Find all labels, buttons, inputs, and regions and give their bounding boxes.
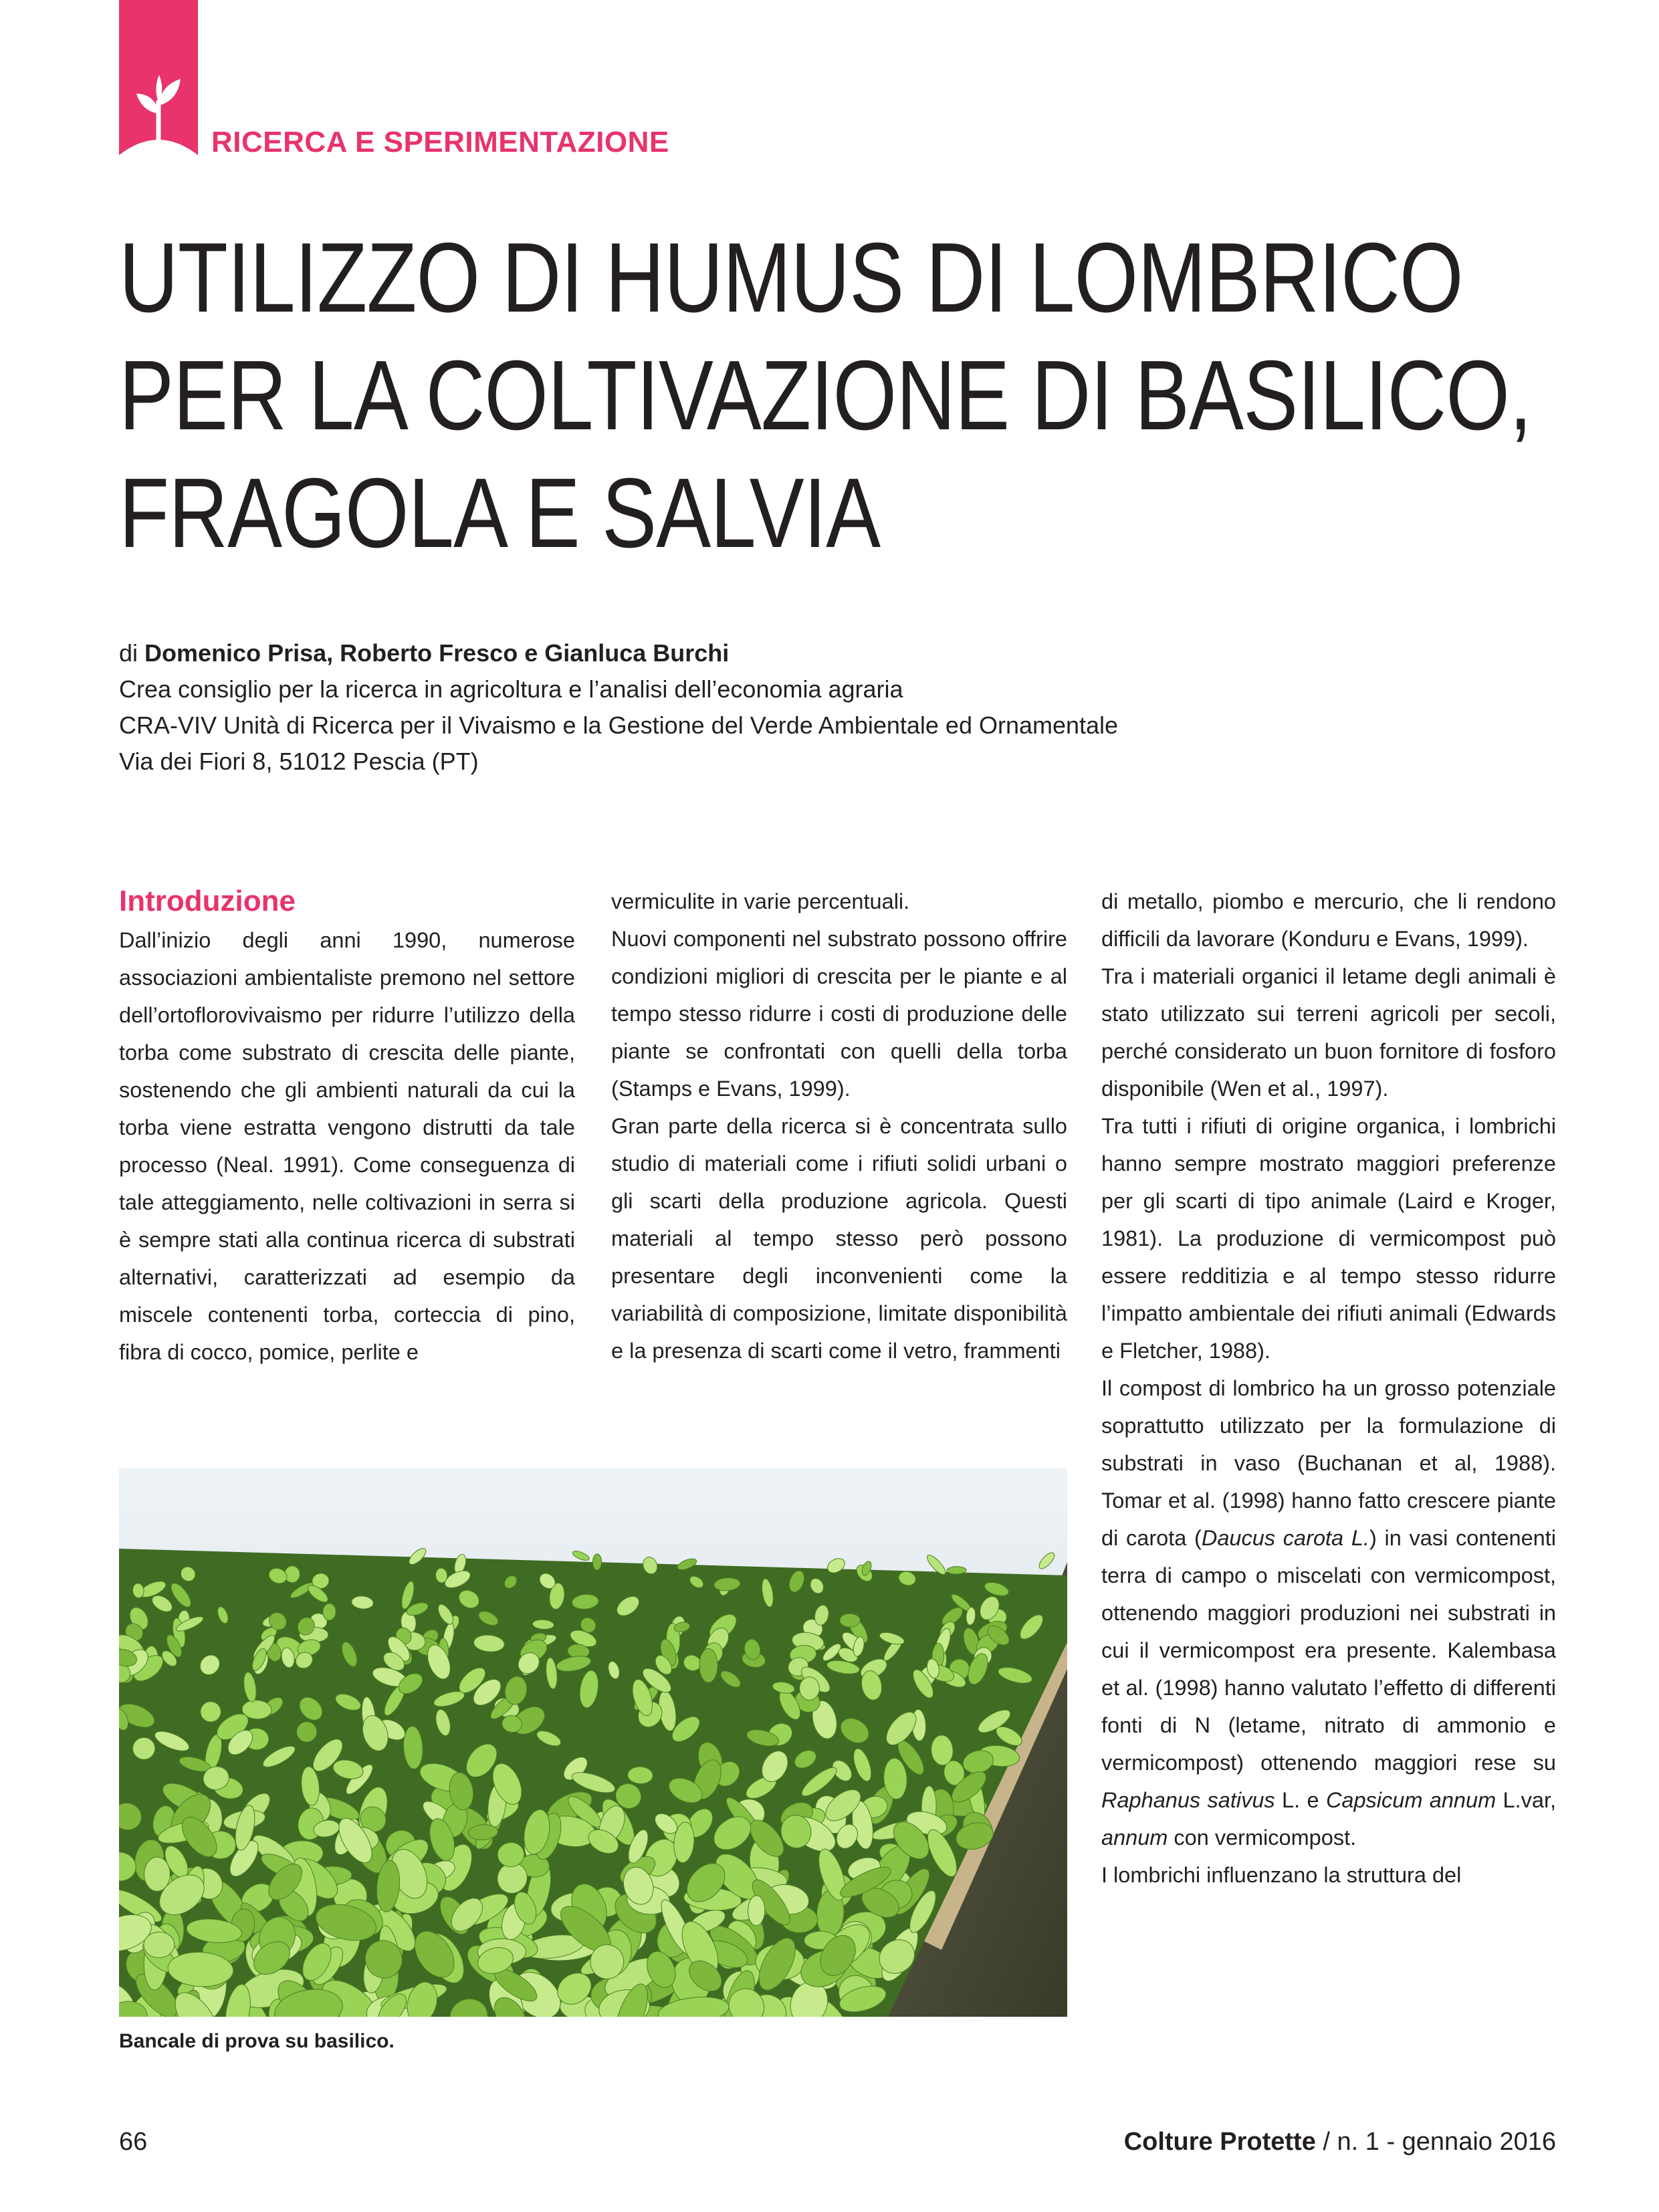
text-run: Il compost di lombrico ha un grosso potenziale soprattutto utilizzato per la formulazione di substrati in vaso (Buchanan et al, 1988). Tomar et al. (1998) hanno fatto crescere piante di carota ( [1101, 1376, 1556, 1550]
paragraph: Gran parte della ricerca si è concentrata sullo studio di materiali come i rifiuti solidi urbani o gli scarti della produzione agricola. Questi materiali al tempo stesso però possono presentare degli inconvenienti come la variabilità di composizione, limitate disponibilità e la presenza di scarti come il vetro, frammenti [611, 1114, 1067, 1363]
basil-leaf [322, 1603, 336, 1621]
text-column-2 [611, 883, 1067, 1369]
basil-leaf [144, 1857, 171, 1891]
issue-info: / n. 1 - gennaio 2016 [1315, 2128, 1556, 2156]
basil-leaf [748, 1895, 765, 1925]
paragraph: Tra tutti i rifiuti di origine organica, i lombrichi hanno sempre mostrato maggiori preferenze per gli scarti di tipo animale (Laird e Kroger, 1981). La produzione di vermicompost può essere redditizia e al tempo stesso ridurre l’impatto ambientale dei rifiuti animali (Edwards e Fletcher, 1988). [1101, 1114, 1556, 1363]
authors: Domenico Prisa, Roberto Fresco e Gianluca Burchi [144, 639, 730, 667]
italic-run: Daucus carota L. [1201, 1526, 1369, 1550]
journal-footer [1124, 2128, 1556, 2156]
address: Via dei Fiori 8, 51012 Pescia (PT) [119, 748, 479, 775]
text-run: con vermicompost. [1168, 1826, 1357, 1850]
text-run: L. e [1275, 1788, 1326, 1812]
basil-leaf [840, 1614, 860, 1627]
text-run: ) in vasi contenenti terra di campo o miscelati con vermicompost, ottenendo maggiori produzioni nei substrati in cui il vermicompost era presente. Kalembasa et al. (1998) hanno valutato l’effetto di differenti fonti di N (letame, nitrato di ammonio e vermicompost) ottenendo maggiori rese su [1101, 1526, 1556, 1775]
affiliation: Crea consiglio per la ricerca in agricoltura e l’analisi dell’economia agraria [119, 675, 903, 703]
italic-run: Capsicum annum [1325, 1788, 1497, 1812]
text-column-1 [119, 881, 575, 1371]
basil-leaf [947, 1567, 966, 1575]
paragraph: di metallo, piombo e mercurio, che li rendono difficili da lavorare (Konduru e Evans, 1999). [1101, 889, 1556, 951]
basil-leaf [592, 1554, 602, 1570]
title-line: PER LA COLTIVAZIONE DI BASILICO, [119, 340, 1532, 451]
text-run: L.var, [1496, 1788, 1556, 1812]
authors-line [119, 635, 1118, 671]
affiliation: CRA-VIV Unità di Ricerca per il Vivaismo e la Gestione del Verde Ambientale ed Ornamentale [119, 711, 1119, 739]
basil-leaf [799, 1677, 819, 1700]
paragraph [1101, 1369, 1556, 1856]
basil-photo [119, 1468, 1067, 2017]
page-number: 66 [119, 2128, 148, 2156]
section-tab [119, 0, 198, 155]
journal-name: Colture Protette [1123, 2128, 1316, 2156]
byline [119, 635, 1118, 780]
paragraph: I lombrichi influenzano la struttura del [1101, 1863, 1462, 1887]
italic-run: annum [1101, 1826, 1168, 1850]
section-label: RICERCA E SPERIMENTAZIONE [211, 126, 669, 158]
title-line: UTILIZZO DI HUMUS DI LOMBRICO [119, 223, 1463, 333]
article-title [119, 219, 1532, 572]
text-column-3 [1101, 883, 1556, 1894]
paragraph: Tra i materiali organici il letame degli animali è stato utilizzato sui terreni agricoli per secoli, perché considerato un buon fornitore di fosforo disponibile (Wen et al., 1997). [1101, 964, 1556, 1101]
figure-caption: Bancale di prova su basilico. [119, 2030, 395, 2052]
by-prefix: di [119, 639, 138, 667]
title-line: FRAGOLA E SALVIA [119, 458, 881, 568]
paragraph: Nuovi componenti nel substrato possono offrire condizioni migliori di crescita per le piante e al tempo stesso ridurre i costi di produzione delle piante se confrontati con quelli della torba (Stamps e Evans, 1999). [611, 927, 1067, 1101]
basil-leaf [699, 1648, 717, 1682]
paragraph: vermiculite in varie percentuali. [611, 889, 910, 913]
italic-run: Raphanus sativus [1101, 1788, 1275, 1812]
section-heading: Introduzione [119, 885, 296, 917]
sprout-icon [119, 0, 198, 155]
paragraph: Dall’inizio degli anni 1990, numerose associazioni ambientaliste premono nel settore dell’ortoflorovivaismo per ridurre l’utilizzo della torba come substrato di crescita delle piante, sostenendo che gli ambienti naturali da cui la torba viene estratta vengono distrutti da tale processo (Neal. 1991). Come conseguenza di tale atteggiamento, nelle coltivazioni in serra si è sempre stati alla continua ricerca di substrati alternativi, caratterizzati ad esempio da miscele contenenti torba, corteccia di pino, fibra di cocco, pomice, perlite e [119, 928, 575, 1364]
